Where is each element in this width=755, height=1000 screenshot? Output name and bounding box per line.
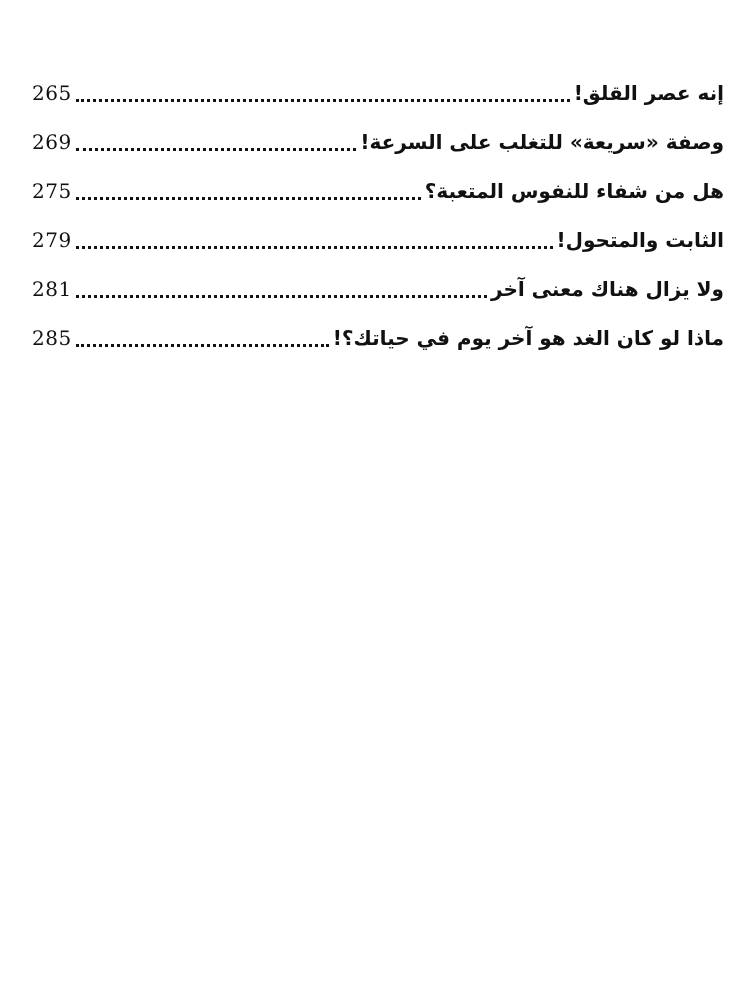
toc-entry-page-number: 275	[32, 178, 72, 203]
toc-entry-title: ماذا لو كان الغد هو آخر يوم في حياتك؟!	[332, 325, 724, 350]
toc-dot-leader	[76, 196, 421, 200]
toc-entry	[32, 166, 724, 215]
toc-entry-title: هل من شفاء للنفوس المتعبة؟	[424, 178, 724, 203]
toc-entry-page-number: 285	[32, 325, 72, 350]
toc-entry-page-number: 279	[32, 227, 72, 252]
toc-entry	[32, 117, 724, 166]
toc-dot-leader	[76, 343, 329, 347]
toc-dot-leader	[76, 245, 553, 249]
toc-entry-page-number: 269	[32, 129, 72, 154]
toc-entry-title: إنه عصر القلق!	[573, 80, 724, 105]
toc-entry-page-number: 265	[32, 80, 72, 105]
toc-entry	[32, 313, 724, 362]
toc-dot-leader	[76, 147, 357, 151]
toc-entry-title: ولا يزال هناك معنى آخر	[491, 276, 724, 301]
toc-entry-title: وصفة «سريعة» للتغلب على السرعة!	[360, 129, 724, 154]
toc-dot-leader	[76, 294, 487, 298]
toc-entry	[32, 264, 724, 313]
toc-entry	[32, 68, 724, 117]
toc-entry-page-number: 281	[32, 276, 72, 301]
toc-entry-title: الثابت والمتحول!	[556, 227, 724, 252]
toc-entry	[32, 215, 724, 264]
table-of-contents	[32, 68, 724, 362]
toc-dot-leader	[76, 98, 570, 102]
